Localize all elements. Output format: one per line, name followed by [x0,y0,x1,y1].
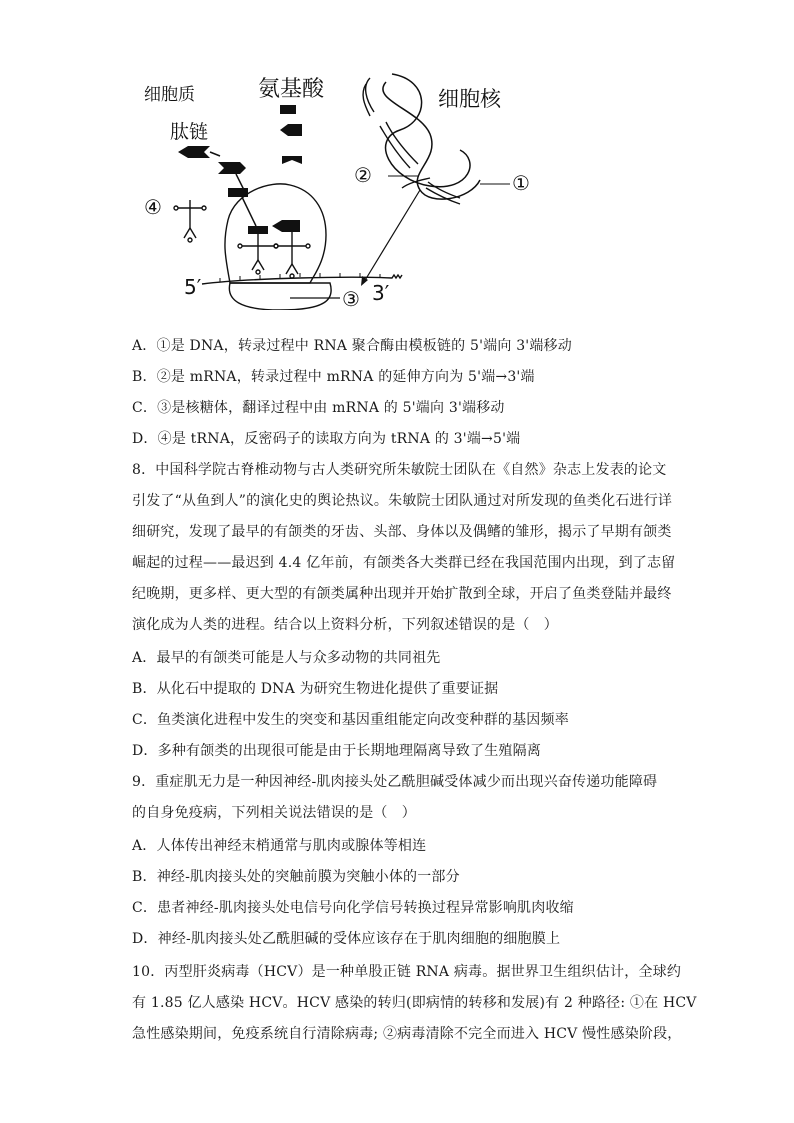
q7-option-d: D．④是 tRNA，反密码子的读取方向为 tRNA 的 3'端→5'端 [132,431,521,447]
cytoplasm-label: 细胞质 [144,85,195,105]
q8-stem-line: 纪晚期，更多样、更大型的有颌类属种出现并开始扩散到全球，开启了鱼类登陆并最终 [132,586,672,602]
trna-aa-right [272,220,300,232]
trna-right [274,232,310,278]
q9-stem-line: 9．重症肌无力是一种因神经-肌肉接头处乙酰胆碱受体减少而出现兴奋传递功能障碍 [132,774,658,790]
peptide-bond-2 [236,174,244,190]
q8-option-d: D．多种有颌类的出现很可能是由于长期地理隔离导致了生殖隔离 [132,743,542,759]
peptide-chain-label: 肽链 [170,121,209,143]
amino-acid-bow [282,156,302,164]
peptide-unit-2 [218,162,246,174]
q8-stem-line: 崛起的过程——最迟到 4.4 亿年前，有颌类各大类群已经在我国范围内出现，到了志留 [132,555,676,571]
q9-option-d: D．神经-肌肉接头处乙酰胆碱的受体应该存在于肌肉细胞的细胞膜上 [132,931,561,947]
q10-stem-line: 急性感染期间，免疫系统自行清除病毒; ②病毒清除不完全而进入 HCV 慢性感染阶段， [132,1026,682,1042]
q10-stem-line: 10．丙型肝炎病毒（HCV）是一种单股正链 RNA 病毒。据世界卫生组织估计，全球约 [132,964,682,980]
nucleus-label: 细胞核 [438,87,501,111]
peptide-unit-1 [178,146,210,158]
q8-option-a: A．最早的有颌类可能是人与众多动物的共同祖先 [132,650,441,666]
q8-stem-line: 8．中国科学院古脊椎动物与古人类研究所朱敏院士团队在《自然》杂志上发表的论文 [132,462,667,478]
q9-option-a: A．人体传出神经末梢通常与肌肉或腺体等相连 [132,838,427,854]
q8-stem-line: 演化成为人类的进程。结合以上资料分析，下列叙述错误的是（ ） [132,617,558,633]
five-prime-label: 5′ [184,275,202,299]
translation-diagram-svg [130,60,560,310]
peptide-bond-1 [210,152,220,156]
q8-stem-line: 引发了“从鱼到人”的演化史的舆论热议。朱敏院士团队通过对所发现的鱼类化石进行详 [132,493,673,509]
ribosome-small-subunit [229,283,331,310]
amino-acid-square [280,105,296,114]
q8-option-c: C．鱼类演化进程中发生的突变和基因重组能定向改变种群的基因频率 [132,712,569,728]
ribosome-large-subunit [225,184,326,283]
peptide-to-trna-bond [242,197,256,226]
q7-option-c: C．③是核糖体，翻译过程中由 mRNA 的 5'端向 3'端移动 [132,400,505,416]
marker-4: ④ [144,195,162,219]
marker-2: ② [354,163,372,187]
q9-stem-line: 的自身免疫病，下列相关说法错误的是（ ） [132,805,416,821]
three-prime-label: 3′ [372,281,390,305]
translation-diagram [130,60,560,310]
transport-arrow-line [364,190,420,282]
q7-option-b: B．②是 mRNA，转录过程中 mRNA 的延伸方向为 5'端→3'端 [132,369,535,385]
q9-option-c: C．患者神经-肌肉接头处电信号向化学信号转换过程异常影响肌肉收缩 [132,900,574,916]
amino-acid-arrow [280,124,302,136]
q10-stem-line: 有 1.85 亿人感染 HCV。HCV 感染的转归(即病情的转移和发展)有 2 种路径: ①在 HCV [132,995,697,1011]
amino-acid-label: 氨基酸 [258,77,325,102]
marker-3: ③ [342,287,360,310]
q8-option-b: B．从化石中提取的 DNA 为研究生物进化提供了重要证据 [132,681,499,697]
free-trna [174,200,206,242]
q9-option-b: B．神经-肌肉接头处的突触前膜为突触小体的一部分 [132,869,460,885]
trna-aa-left [248,226,268,234]
trna-left [238,234,278,274]
q8-stem-line: 细研究，发现了最早的有颌类的牙齿、头部、身体以及偶鳍的雏形，揭示了早期有颌类 [132,524,672,540]
marker-1: ① [512,171,530,195]
q7-option-a: A．①是 DNA，转录过程中 RNA 聚合酶由模板链的 5'端向 3'端移动 [132,338,572,354]
